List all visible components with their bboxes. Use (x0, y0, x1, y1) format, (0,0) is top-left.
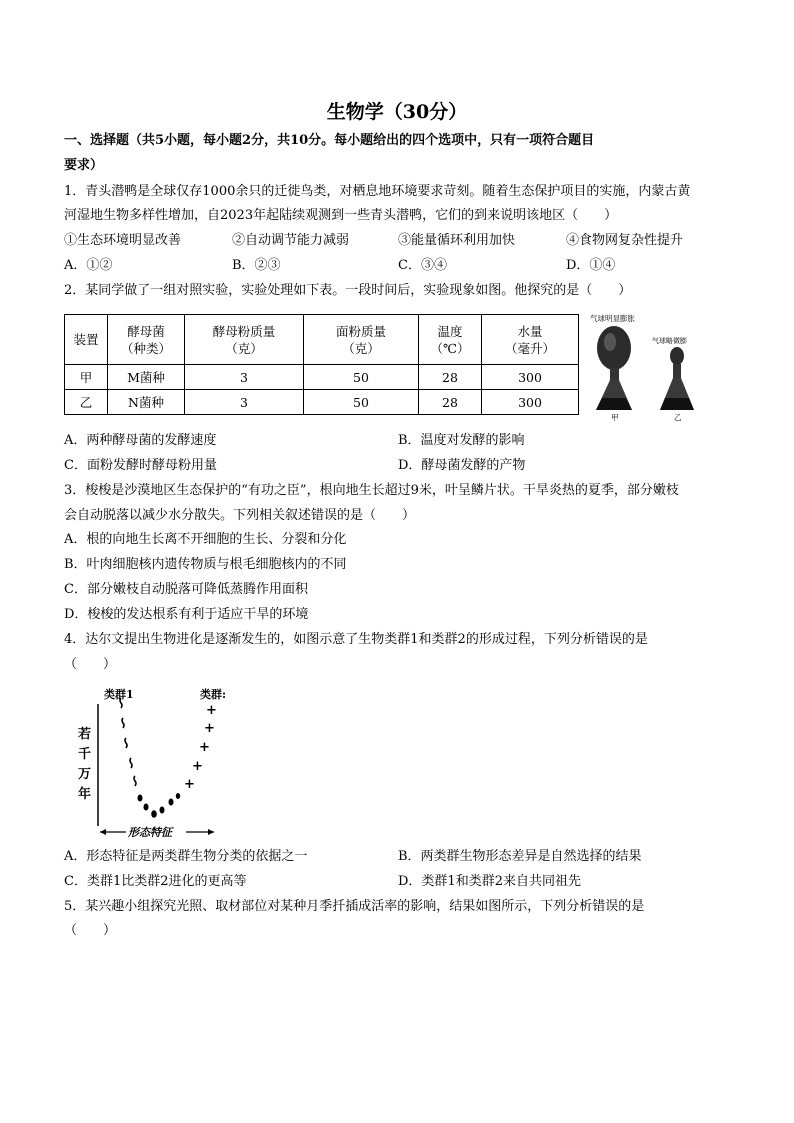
q1-item-4: ④食物网复杂性提升 (566, 233, 684, 248)
table-cell: 50 (304, 390, 419, 415)
table-cell: 3 (185, 390, 304, 415)
table-cell: 3 (185, 365, 304, 390)
group2-label: 类群: (200, 688, 227, 701)
table-cell: 300 (482, 390, 579, 415)
q1-stem-line1: 1．青头潜鸭是全球仅存1000余只的迁徙鸟类，对栖息地环境要求苛刻。随着生态保护项目的实施，内蒙古黄 (64, 184, 691, 199)
svg-text:+: + (206, 703, 217, 718)
q1-option-b: B．②③ (232, 258, 281, 273)
header-yeast: 酵母菌 （种类） (108, 315, 185, 365)
q1-item-2: ②自动调节能力减弱 (232, 233, 350, 248)
group1-markers (120, 698, 136, 786)
svg-text:+: + (192, 759, 203, 774)
flask-jia-label: 甲 (611, 413, 619, 422)
page-title: 生物学（30分） (326, 101, 468, 123)
header-water: 水量 （毫升） (482, 315, 579, 365)
group1-label: 类群1 (104, 688, 134, 701)
q1-item-3: ③能量循环利用加快 (398, 233, 516, 248)
table-cell: 50 (304, 365, 419, 390)
flask-yi-label: 乙 (674, 413, 682, 422)
table-header-row (65, 315, 579, 365)
q1-item-1: ①生态环境明显改善 (64, 233, 182, 248)
q3-stem-line2: 会自动脱落以减少水分散失。下列相关叙述错误的是（ ） (64, 508, 416, 523)
q4-stem-line2: （ ） (64, 657, 117, 672)
ylabel-char-2: 千 (78, 747, 92, 762)
q3-option-a: A．根的向地生长离不开细胞的生长、分裂和分化 (64, 532, 347, 547)
q2-option-a: A．两种酵母菌的发酵速度 (64, 433, 217, 448)
q5-stem-line2: （ ） (64, 923, 117, 938)
flask-b-label: 气球略微膨 (652, 337, 687, 345)
q5-stem-line1: 5．某兴趣小组探究光照、取材部位对某种月季扦插成活率的影响，结果如图所示，下列分析错误的是 (64, 899, 645, 914)
flask-jia-icon (596, 326, 632, 410)
ylabel-char-4: 年 (78, 787, 92, 802)
table-row (65, 390, 579, 415)
group2-markers (184, 703, 217, 792)
evolution-diagram (74, 684, 234, 844)
table-cell: M菌种 (108, 365, 185, 390)
svg-text:+: + (204, 721, 215, 736)
experiment-table (64, 314, 579, 415)
q4-stem-line1: 4．达尔文提出生物进化是逐渐发生的，如图示意了生物类群1和类群2的形成过程，下列分析错误的是 (64, 632, 648, 647)
svg-text:+: + (199, 740, 210, 755)
header-yeast-mass: 酵母粉质量 （克） (185, 315, 304, 365)
q3-stem-line1: 3．梭梭是沙漠地区生态保护的“有功之臣”，根向地生长超过9米，叶呈鳞片状。干旱炎热的夏季，部分嫩枝 (64, 483, 679, 498)
q4-option-d: D．类群1和类群2来自共同祖先 (398, 874, 581, 889)
table-cell: N菌种 (108, 390, 185, 415)
q3-option-b: B．叶肉细胞核内遗传物质与根毛细胞核内的不同 (64, 557, 347, 572)
q1-option-d: D．①④ (566, 258, 616, 273)
table-cell: 乙 (65, 390, 108, 415)
table-cell: 28 (419, 365, 482, 390)
svg-text:+: + (184, 777, 195, 792)
q2-option-d: D．酵母菌发酵的产物 (398, 458, 526, 473)
table-cell: 甲 (65, 365, 108, 390)
q2-stem: 2．某同学做了一组对照实验，实验处理如下表。一段时间后，实验现象如图。他探究的是（ ） (64, 283, 632, 298)
q1-option-c: C．③④ (398, 258, 447, 273)
ylabel-char-3: 万 (78, 767, 92, 782)
flask-yi-icon (660, 347, 694, 410)
section-heading-line1: 一、选择题（共5小题，每小题2分，共10分。每小题给出的四个选项中，只有一项符合题目 (64, 133, 595, 148)
header-device: 装置 (65, 315, 108, 365)
q3-option-d: D．梭梭的发达根系有利于适应干旱的环境 (64, 607, 309, 622)
q1-option-a: A．①② (64, 258, 113, 273)
q1-stem-line2: 河湿地生物多样性增加，自2023年起陆续观测到一些青头潜鸭，它们的到来说明该地区（ ） (64, 208, 618, 223)
flask-a-label: 气球明显膨胀 (590, 314, 635, 323)
q3-option-c: C．部分嫩枝自动脱落可降低蒸腾作用面积 (64, 582, 308, 597)
table-cell: 28 (419, 390, 482, 415)
xlabel: 形态特征 (128, 826, 172, 839)
q4-option-c: C．类群1比类群2进化的更高等 (64, 874, 247, 889)
q2-option-b: B．温度对发酵的影响 (398, 433, 525, 448)
header-temperature: 温度 （℃） (419, 315, 482, 365)
q2-option-c: C．面粉发酵时酵母粉用量 (64, 458, 217, 473)
table-row (65, 365, 579, 390)
table-cell: 300 (482, 365, 579, 390)
q4-option-a: A．形态特征是两类群生物分类的依据之一 (64, 849, 308, 864)
q4-option-b: B．两类群生物形态差异是自然选择的结果 (398, 849, 642, 864)
ylabel-char-1: 若 (78, 727, 92, 742)
ancestor-markers (138, 793, 181, 818)
fermentation-flasks-figure (588, 310, 718, 422)
header-flour-mass: 面粉质量 （克） (304, 315, 419, 365)
section-heading-line2: 要求） (64, 158, 104, 173)
